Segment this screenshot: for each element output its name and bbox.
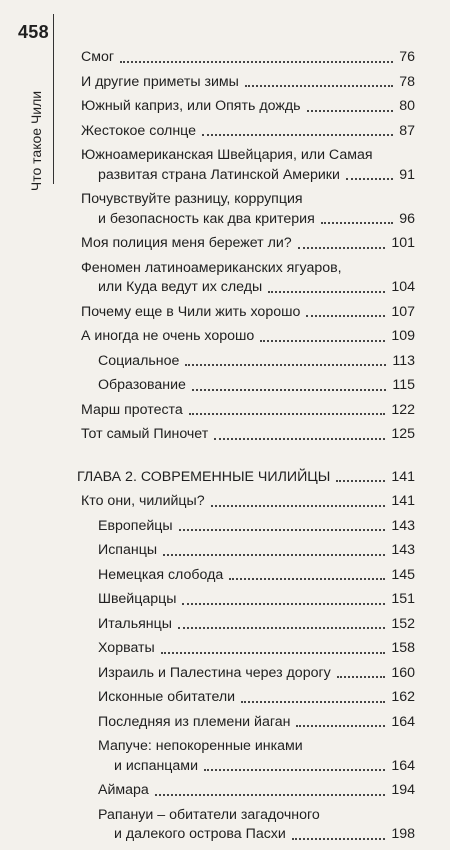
toc-leader	[204, 769, 385, 771]
toc-leader	[161, 652, 386, 654]
toc-leader	[245, 85, 393, 87]
toc-leader	[337, 676, 386, 678]
toc-leader	[202, 134, 393, 136]
toc-entry-title: Жестокое солнце	[81, 122, 197, 139]
toc-entry-page: 152	[391, 615, 415, 632]
toc-leader	[268, 291, 385, 293]
toc-entry-title: Итальянцы	[98, 615, 172, 632]
toc-entry-southern-whim	[81, 97, 415, 117]
toc-entry-mapuche	[81, 737, 415, 776]
toc-entry-page: 107	[391, 303, 415, 320]
toc-entry-title-line-1: Южноамериканская Швейцария, или Самая	[81, 147, 373, 163]
toc-entry-page: 109	[391, 328, 415, 344]
toc-entry-page: 91	[399, 166, 415, 183]
toc-leader	[292, 838, 385, 840]
toc-entry-feel-the-difference	[81, 190, 415, 229]
toc-leader	[214, 438, 385, 440]
toc-entry-title: Образование	[98, 377, 186, 393]
toc-chapter-title: ГЛАВА 2. СОВРЕМЕННЫЕ ЧИЛИЙЦЫ	[77, 468, 331, 485]
toc-leader	[307, 110, 394, 112]
toc-entry-page: 151	[391, 591, 415, 607]
toc-leader	[211, 505, 386, 507]
toc-entry-aymara	[81, 781, 415, 801]
toc-entry-title-line-2: и безопасность как два критерия	[98, 210, 315, 227]
toc-entry-native-inhabitants	[81, 688, 415, 708]
toc-entry-page: 122	[391, 401, 415, 418]
toc-leader	[189, 413, 386, 415]
toc-entry-title: Смог	[81, 49, 115, 65]
toc-entry-title: Аймара	[98, 782, 149, 798]
toc-entry-last-yagan	[81, 713, 415, 733]
toc-entry-continuation	[98, 757, 415, 777]
toc-entry-continuation	[98, 825, 415, 845]
toc-entry-who-are-chileans	[81, 492, 415, 512]
toc-entry-not-good	[81, 327, 415, 347]
toc-chapter-2	[77, 468, 415, 488]
toc-entry-page: 96	[399, 210, 415, 227]
toc-leader	[163, 554, 385, 556]
toc-entry-german-quarter	[81, 566, 415, 586]
toc-leader	[182, 603, 385, 605]
toc-entry-pinochet	[81, 425, 415, 445]
toc-entry-title: Почему еще в Чили жить хорошо	[81, 303, 301, 320]
toc-leader	[321, 222, 393, 224]
toc-entry-cruel-sun	[81, 122, 415, 142]
toc-entry-israel-palestine	[81, 664, 415, 684]
toc-entry-title: Марш протеста	[81, 401, 183, 418]
toc-entry-croatians	[81, 639, 415, 659]
toc-leader	[120, 61, 393, 63]
toc-entry-title: Южный каприз, или Опять дождь	[81, 98, 301, 114]
toc-entry-title: Кто они, чилийцы?	[81, 493, 205, 509]
toc-entry-title-line-1: Почувствуйте разницу, коррупция	[81, 191, 303, 207]
table-of-contents	[77, 48, 415, 850]
toc-entry-title-line-1: Мапуче: непокоренные инками	[98, 738, 303, 754]
toc-entry-page: 164	[391, 757, 415, 774]
toc-entry-title: Испанцы	[98, 542, 158, 558]
toc-entry-page: 198	[391, 826, 415, 842]
toc-entry-title-line-1: Рапануи – обитатели загадочного	[98, 806, 320, 823]
toc-entry-winter-signs	[81, 73, 415, 93]
toc-entry-page: 125	[391, 426, 415, 442]
toc-entry-title-line-1: Феномен латиноамериканских ягуаров,	[81, 259, 342, 276]
toc-entry-page: 80	[399, 98, 415, 114]
toc-entry-page: 158	[391, 640, 415, 656]
toc-entry-title: Хорваты	[98, 640, 155, 656]
toc-entry-title: Социальное	[98, 352, 180, 369]
toc-entry-page: 104	[391, 279, 415, 295]
toc-entry-police	[81, 234, 415, 254]
toc-leader	[241, 701, 385, 703]
toc-entry-page: 115	[392, 377, 415, 393]
toc-leader	[155, 794, 386, 796]
toc-entry-page: 76	[399, 49, 415, 65]
chapter-spacing	[81, 450, 415, 468]
toc-leader	[336, 480, 385, 482]
toc-entry-title: Немецкая слобода	[98, 566, 224, 583]
toc-entry-title: Европейцы	[98, 517, 173, 534]
toc-leader	[260, 340, 385, 342]
toc-entry-europeans	[81, 517, 415, 537]
toc-entry-social	[81, 352, 415, 372]
toc-leader	[185, 364, 386, 366]
toc-entry-south-american-switzerland	[81, 146, 415, 185]
toc-entry-page: 160	[391, 664, 415, 681]
toc-entry-title-line-2: или Куда ведут их следы	[98, 279, 263, 295]
toc-entry-page: 101	[391, 235, 415, 251]
toc-leader	[298, 247, 386, 249]
toc-leader	[229, 578, 385, 580]
toc-entry-title-line-2: и далекого острова Пасхи	[114, 826, 286, 842]
toc-entry-protest-march	[81, 401, 415, 421]
toc-entry-page: 194	[391, 782, 415, 798]
toc-entry-title: Последняя из племени йаган	[98, 713, 291, 730]
toc-entry-continuation	[81, 278, 415, 298]
toc-entry-page: 143	[391, 517, 415, 534]
side-rule	[53, 14, 54, 184]
toc-entry-swiss	[81, 590, 415, 610]
toc-entry-title: Тот самый Пиночет	[81, 426, 209, 442]
toc-entry-page: 143	[391, 542, 415, 558]
toc-leader	[192, 389, 386, 391]
toc-leader	[296, 725, 385, 727]
toc-entry-rapanui	[81, 806, 415, 845]
toc-entry-title: Исконные обитатели	[98, 689, 236, 705]
toc-leader	[178, 627, 385, 629]
toc-entry-page: 87	[399, 122, 415, 139]
toc-entry-jaguars	[81, 259, 415, 298]
toc-entry-page: 141	[391, 493, 415, 509]
toc-entry-smog	[81, 48, 415, 68]
page-number: 458	[18, 22, 49, 42]
toc-entry-page: 162	[391, 689, 415, 705]
toc-leader	[346, 178, 393, 180]
toc-entry-page: 78	[399, 73, 415, 90]
toc-entry-education	[81, 376, 415, 396]
toc-entry-title-line-2: и испанцами	[114, 757, 198, 774]
toc-entry-title-line-2: развитая страна Латинской Америки	[98, 166, 340, 183]
toc-entry-page: 145	[391, 566, 415, 583]
toc-entry-italians	[81, 615, 415, 635]
toc-entry-continuation	[81, 210, 415, 230]
toc-entry-title: Моя полиция меня бережет ли?	[81, 235, 292, 251]
toc-leader	[179, 529, 386, 531]
toc-entry-title: И другие приметы зимы	[81, 73, 239, 90]
running-head: Что такое Чили	[28, 90, 44, 192]
toc-leader	[306, 315, 385, 317]
toc-entry-continuation	[81, 166, 415, 186]
toc-entry-page: 164	[391, 713, 415, 730]
toc-entry-spaniards	[81, 541, 415, 561]
toc-entry-page: 141	[391, 468, 415, 485]
toc-entry-why-good	[81, 303, 415, 323]
toc-entry-title: А иногда не очень хорошо	[81, 328, 255, 344]
toc-entry-title: Израиль и Палестина через дорогу	[98, 664, 331, 681]
toc-entry-page: 113	[392, 352, 415, 369]
toc-entry-title: Швейцарцы	[98, 591, 177, 607]
